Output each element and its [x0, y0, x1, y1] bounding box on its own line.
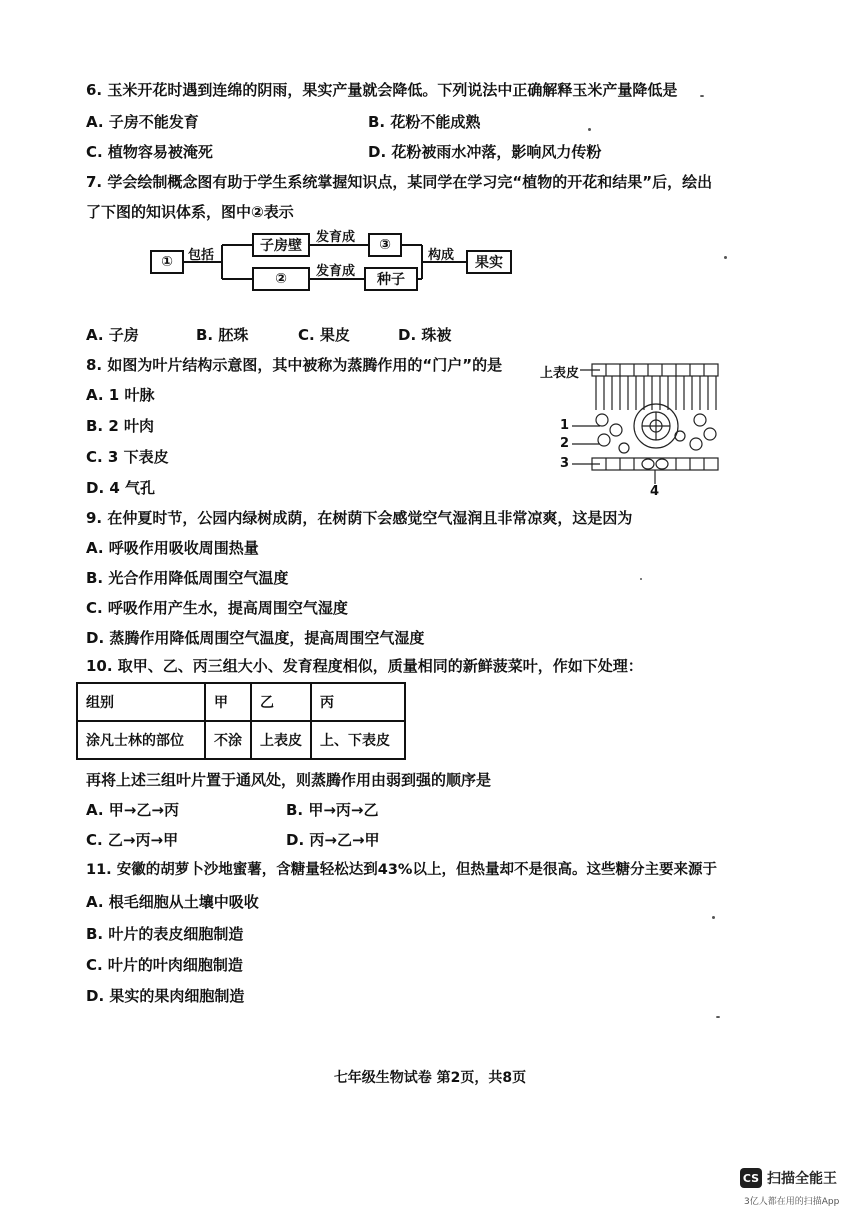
concept-node-3: ③	[368, 233, 402, 257]
edge-label-form: 构成	[428, 248, 455, 263]
q11-option-d: D. 果实的果肉细胞制造	[86, 987, 245, 1005]
q6-stem: 6. 玉米开花时遇到连绵的阴雨，果实产量就会降低。下列说法中正确解释玉米产量降低是	[86, 81, 678, 99]
q6-option-a: A. 子房不能发育	[86, 113, 199, 131]
q10-follow: 再将上述三组叶片置于通风处，则蒸腾作用由弱到强的顺序是	[86, 771, 492, 789]
label-4: 4	[650, 484, 660, 499]
q10-option-d: D. 丙→乙→甲	[286, 831, 380, 849]
q7-option-b: B. 胚珠	[196, 326, 249, 344]
scan-speck	[724, 256, 727, 259]
q9-option-a: A. 呼吸作用吸收周围热量	[86, 539, 259, 557]
table-cell: 不涂	[205, 721, 251, 759]
q10-option-b: B. 甲→丙→乙	[286, 801, 379, 819]
scan-speck	[700, 95, 704, 97]
scan-speck	[640, 578, 642, 580]
q11-option-a: A. 根毛细胞从土壤中吸收	[86, 893, 259, 911]
q9-option-b: B. 光合作用降低周围空气温度	[86, 569, 289, 587]
scanner-app-name: 扫描全能王	[767, 1171, 837, 1187]
q8-option-a: A. 1 叶脉	[86, 386, 155, 404]
label-upper-epidermis: 上表皮	[540, 366, 580, 381]
q9-option-c: C. 呼吸作用产生水，提高周围空气湿度	[86, 599, 348, 617]
q8-option-c: C. 3 下表皮	[86, 448, 169, 466]
q9-stem: 9. 在仲夏时节，公园内绿树成荫，在树荫下会感觉空气湿润且非常凉爽，这是因为	[86, 509, 633, 527]
concept-node-ovary-wall: 子房壁	[252, 233, 310, 257]
label-2: 2	[560, 436, 570, 451]
table-cell: 乙	[251, 683, 311, 721]
q10-stem: 10. 取甲、乙、丙三组大小、发育程度相似，质量相同的新鲜菠菜叶，作如下处理：	[86, 657, 643, 675]
label-3: 3	[560, 456, 570, 471]
q8-stem: 8. 如图为叶片结构示意图，其中被称为蒸腾作用的“门户”的是	[86, 356, 503, 374]
q7-option-c: C. 果皮	[298, 326, 350, 344]
q11-option-c: C. 叶片的叶肉细胞制造	[86, 956, 243, 974]
scanner-logo-icon: CS	[740, 1168, 762, 1188]
q7-stem-line1: 7. 学会绘制概念图有助于学生系统掌握知识点，某同学在学习完“植物的开花和结果”后，绘出	[86, 173, 713, 191]
concept-node-fruit: 果实	[466, 250, 512, 274]
q10-option-c: C. 乙→丙→甲	[86, 831, 179, 849]
q11-option-b: B. 叶片的表皮细胞制造	[86, 925, 244, 943]
scanner-tagline: 3亿人都在用的扫描App	[744, 1197, 840, 1207]
page-footer: 七年级生物试卷 第2页，共8页	[333, 1070, 527, 1086]
edge-label-develop-1: 发育成	[316, 230, 356, 245]
scan-speck	[716, 1016, 720, 1018]
table-cell: 涂凡士林的部位	[77, 721, 205, 759]
edge-label-develop-2: 发育成	[316, 264, 356, 279]
table-cell: 甲	[205, 683, 251, 721]
table-cell: 上表皮	[251, 721, 311, 759]
concept-node-2: ②	[252, 267, 310, 291]
q7-option-d: D. 珠被	[398, 326, 452, 344]
leaf-cross-section	[560, 360, 740, 500]
concept-node-1: ①	[150, 250, 184, 274]
q6-option-b: B. 花粉不能成熟	[368, 113, 481, 131]
scan-speck	[712, 916, 715, 919]
q8-option-b: B. 2 叶肉	[86, 417, 155, 435]
concept-node-seed: 种子	[364, 267, 418, 291]
table-row	[77, 721, 405, 759]
table-row	[77, 683, 405, 721]
q11-stem: 11. 安徽的胡萝卜沙地蜜薯，含糖量轻松达到43%以上，但热量却不是很高。这些糖分主要来源于	[86, 862, 717, 878]
q6-option-d: D. 花粉被雨水冲落，影响风力传粉	[368, 143, 602, 161]
q6-option-c: C. 植物容易被淹死	[86, 143, 213, 161]
table-cell: 组别	[77, 683, 205, 721]
scan-speck	[588, 128, 591, 131]
q9-option-d: D. 蒸腾作用降低周围空气温度，提高周围空气湿度	[86, 629, 425, 647]
q8-option-d: D. 4 气孔	[86, 479, 156, 497]
table-cell: 丙	[311, 683, 405, 721]
label-1: 1	[560, 418, 570, 433]
q10-table	[76, 682, 406, 760]
table-cell: 上、下表皮	[311, 721, 405, 759]
q7-option-a: A. 子房	[86, 326, 139, 344]
edge-label-include: 包括	[188, 248, 215, 263]
q10-option-a: A. 甲→乙→丙	[86, 801, 179, 819]
q7-stem-line2: 了下图的知识体系，图中②表示	[86, 203, 294, 221]
